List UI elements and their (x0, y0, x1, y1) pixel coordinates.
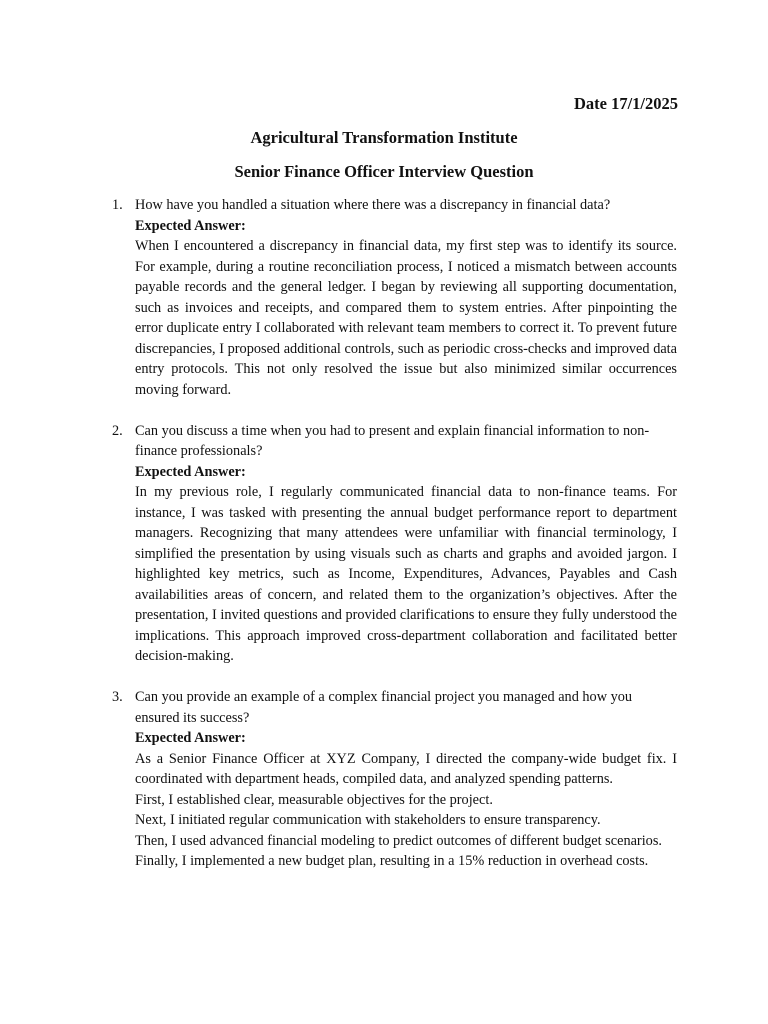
answer-text: When I encountered a discrepancy in financial data, my first step was to identify its source. For example, during a routine reconciliation process, I noticed a mismatch between accounts payable records and the general ledger. I began by reviewing all supporting documentation, such as invoices and receipts, and compared them to system entries. After pinpointing the error duplicate entry I collaborated with relevant team members to correct it. To prevent future discrepancies, I proposed additional controls, such as periodic cross-checks and improved data entry protocols. This not only resolved the issue but also minimized similar occurrences moving forward. (135, 238, 677, 398)
answer-line: Finally, I implemented a new budget plan, resulting in a 15% reduction in overhead costs. (135, 853, 649, 869)
expected-answer-label: Expected Answer: (135, 730, 246, 746)
answer-text: In my previous role, I regularly communicated financial data to non-finance teams. For instance, I was tasked with presenting the annual budget performance report to department managers. Recognizing that many attendees were unfamiliar with financial terminology, I simplified the presentation by using visuals such as charts and graphs and avoided jargon. I highlighted key metrics, such as Income, Expenditures, Advances, Payables and Cash availabilities areas of concern, and related them to the organization’s objectives. After the presentation, I invited questions and provided clarifications to ensure they fully understood the implications. This approach improved cross-department collaboration and facilitated better decision-making. (135, 484, 677, 664)
question-text: How have you handled a situation where there was a discrepancy in financial data? (135, 197, 611, 213)
question-item (112, 421, 677, 667)
expected-answer-label: Expected Answer: (135, 217, 246, 234)
document-title: Senior Finance Officer Interview Question (234, 162, 534, 181)
question-text: Can you discuss a time when you had to present and explain financial information to non-finance professionals? (135, 422, 650, 459)
question-number: 2. (112, 422, 123, 439)
question-list (112, 195, 677, 892)
answer-line: As a Senior Finance Officer at XYZ Company, I directed the company-wide budget fix. I coordinated with department heads, compiled data, and analyzed spending patterns. (135, 750, 677, 787)
answer-line: First, I established clear, measurable objectives for the project. (135, 791, 493, 808)
document-date: Date 17/1/2025 (573, 94, 678, 113)
question-item (112, 687, 677, 872)
answer-line: Next, I initiated regular communication with stakeholders to ensure transparency. (135, 812, 601, 828)
expected-answer-label: Expected Answer: (135, 463, 246, 480)
question-text: Can you provide an example of a complex financial project you managed and how you ensured its success? (135, 689, 633, 726)
organization-title: Agricultural Transformation Institute (250, 128, 518, 147)
answer-line: Then, I used advanced financial modeling to predict outcomes of different budget scenarios. (135, 832, 662, 849)
question-number: 1. (112, 197, 123, 213)
question-item (112, 195, 677, 400)
question-number: 3. (112, 689, 123, 705)
